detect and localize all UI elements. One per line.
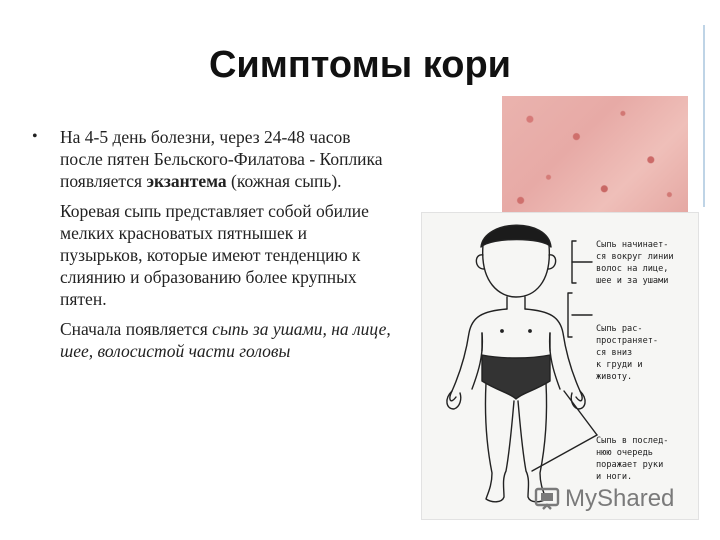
caption-rash-start: Сыпь начинает- ся вокруг линии волос на лице, шее и за ушами [596,240,674,286]
text-block [32,126,392,370]
watermark-text: MyShared [565,485,675,512]
paragraph-1 [60,126,392,192]
bullet-marker: • [32,128,38,145]
paragraph-1-end: (кожная сыпь). [226,171,342,191]
slide-title: Симптомы кори [208,44,512,86]
rash-location-text: сыпь за ушами, на лице, шее, волосистой части головы [60,319,391,361]
accent-rule [703,25,705,207]
caption-rash-spread: Сыпь рас- пространяет- ся вниз к груди и животу. [596,324,659,382]
presentation-icon [533,485,561,513]
paragraph-2: Коревая сыпь представляет собой обилие мелких красноватых пятнышек и пузырьков, которые имеют тенденцию к слиянию и образованию более крупных пятен. [60,201,369,309]
exanthema-term: экзантема [146,171,227,191]
child-rash-illustration [421,212,699,520]
paragraph-1-text: На 4-5 день болезни, через 24-48 часов после пятен Бельского-Филатова - Коплика появляется [60,127,383,191]
watermark [533,484,674,514]
paragraph-3-text: Сначала появляется [60,319,213,339]
paragraph-3 [60,318,392,362]
skin-rash-photo [502,96,688,212]
caption-rash-limbs: Сыпь в послед- нюю очередь поражает руки и ноги. [596,436,669,482]
